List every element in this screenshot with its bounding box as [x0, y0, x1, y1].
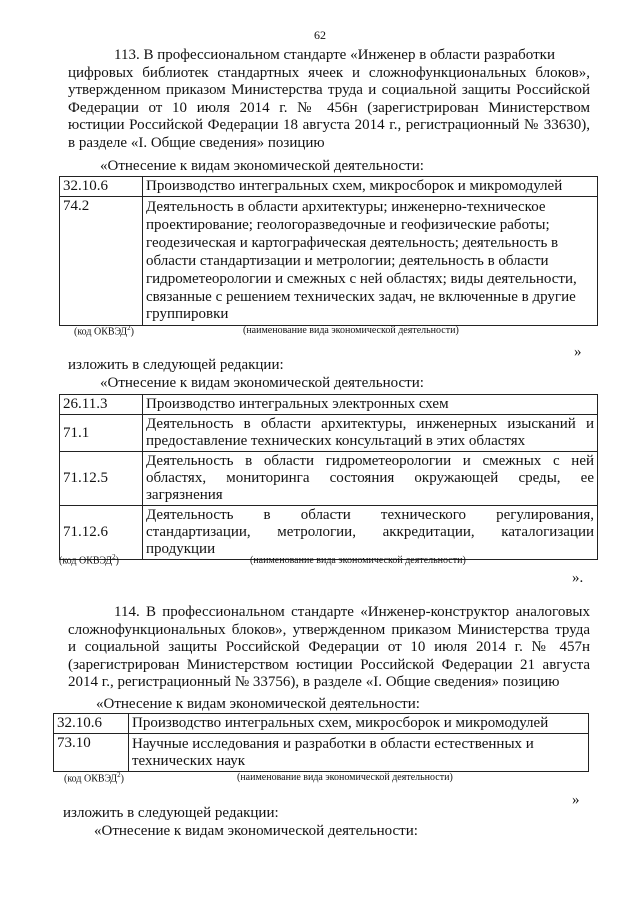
activity-name [129, 734, 589, 772]
replace-label: изложить в следующей редакции: [63, 805, 279, 821]
name-line: гидрометеорологии и смежных с ней областях; виды деятельности, [146, 270, 577, 287]
name-line: геодезическая и картографическая деятельность; деятельность в [146, 234, 559, 251]
table-row [54, 714, 589, 734]
name-line: стандартизации, метрологии, аккредитации, каталогизации [146, 524, 594, 540]
para-line: 2014 г., регистрационный № 33756), в разделе «I. Общие сведения» позицию [68, 674, 560, 691]
name-line: технических наук [132, 753, 246, 769]
para-line: 114. В профессиональном стандарте «Инженер-конструктор аналоговых [114, 604, 590, 620]
name-line: Научные исследования и разработки в области естественных и [132, 736, 534, 752]
name-line: проектирование; геологоразведочные и геофизические работы; [146, 216, 550, 233]
caption-name: (наименование вида экономической деятельности) [243, 325, 459, 336]
para-line: сложнофункциональных блоков», утвержденном приказом Министерства труда [68, 621, 590, 638]
activity-name [143, 452, 598, 506]
para-line: и социальной защиты Российской Федерации от 10 июля 2014 г. № 457н [68, 639, 590, 656]
name-line: предоставление технических консультаций в этих областях [146, 433, 526, 449]
para-line: 113. В профессиональном стандарте «Инженер в области разработки [114, 47, 555, 63]
section-heading: «Отнесение к видам экономической деятельности: [100, 375, 424, 391]
caption-name: (наименование вида экономической деятельности) [237, 772, 453, 783]
okved-code: 32.10.6 [60, 177, 143, 197]
paragraph-114 [68, 604, 590, 692]
activity-name: Производство интегральных схем, микросборок и микромодулей [143, 177, 598, 197]
okved-table-old-114 [53, 713, 589, 772]
close-quote: » [574, 344, 582, 360]
name-line: продукции [146, 541, 216, 557]
para-line: в разделе «I. Общие сведения» позицию [68, 134, 325, 151]
table-row [60, 452, 598, 506]
name-line: связанные с решением технических задач, не включенные в другие [146, 288, 576, 305]
caption-code: (код ОКВЭД$^2$) [64, 771, 124, 785]
name-line: Деятельность в области архитектуры, инженерных изысканий и [146, 416, 594, 432]
caption-code: (код ОКВЭД$^2$) [74, 324, 134, 338]
replace-label: изложить в следующей редакции: [68, 357, 284, 373]
okved-code: 26.11.3 [60, 395, 143, 415]
table-row [60, 415, 598, 452]
caption-name: (наименование вида экономической деятельности) [250, 555, 466, 566]
name-line: областях, мониторинга состояния окружающей среды, ее [146, 470, 594, 486]
close-quote: ». [572, 570, 584, 586]
okved-code: 73.10 [54, 734, 129, 772]
okved-table-old-113 [59, 176, 598, 326]
name-line: области стандартизации и метрологии; деятельность в области [146, 252, 549, 269]
table-row [60, 395, 598, 415]
para-line: (зарегистрирован Министерством юстиции Российской Федерации 21 августа [68, 656, 590, 673]
para-line: цифровых библиотек стандартных ячеек и сложнофункциональных блоков», [68, 64, 590, 81]
okved-code: 32.10.6 [54, 714, 129, 734]
name-line: группировки [146, 306, 229, 323]
section-heading: «Отнесение к видам экономической деятельности: [96, 696, 420, 712]
para-line: Федерации от 10 июля 2014 г. № 456н (зарегистрирован Министерством [68, 99, 590, 116]
caption-code: (код ОКВЭД$^2$) [59, 553, 119, 567]
name-line: Деятельность в области гидрометеорологии и смежных с ней [146, 453, 594, 469]
section-heading: «Отнесение к видам экономической деятельности: [100, 158, 424, 174]
table-row [60, 177, 598, 197]
activity-name [143, 197, 598, 326]
activity-name [143, 415, 598, 452]
paragraph-113 [68, 47, 590, 153]
page-number: 62 [314, 28, 326, 42]
section-heading: «Отнесение к видам экономической деятельности: [94, 823, 418, 839]
table-row [54, 734, 589, 772]
name-line: Деятельность в области технического регулирования, [146, 507, 594, 523]
okved-code: 71.12.5 [60, 452, 143, 506]
table-row [60, 197, 598, 326]
activity-name: Производство интегральных схем, микросборок и микромодулей [129, 714, 589, 734]
name-line: Деятельность в области архитектуры; инженерно-техническое [146, 199, 546, 215]
activity-name [143, 506, 598, 560]
okved-code: 74.2 [60, 197, 143, 326]
okved-code: 71.1 [60, 415, 143, 452]
okved-code: 71.12.6 [60, 506, 143, 560]
name-line: загрязнения [146, 487, 223, 503]
para-line: юстиции Российской Федерации 18 августа 2014 г., регистрационный № 33630), [68, 117, 590, 134]
activity-name: Производство интегральных электронных схем [143, 395, 598, 415]
para-line: утвержденном приказом Министерства труда и социальной защиты Российской [68, 82, 590, 99]
close-quote: » [572, 792, 580, 808]
okved-table-new-113 [59, 394, 598, 560]
table-row [60, 506, 598, 560]
